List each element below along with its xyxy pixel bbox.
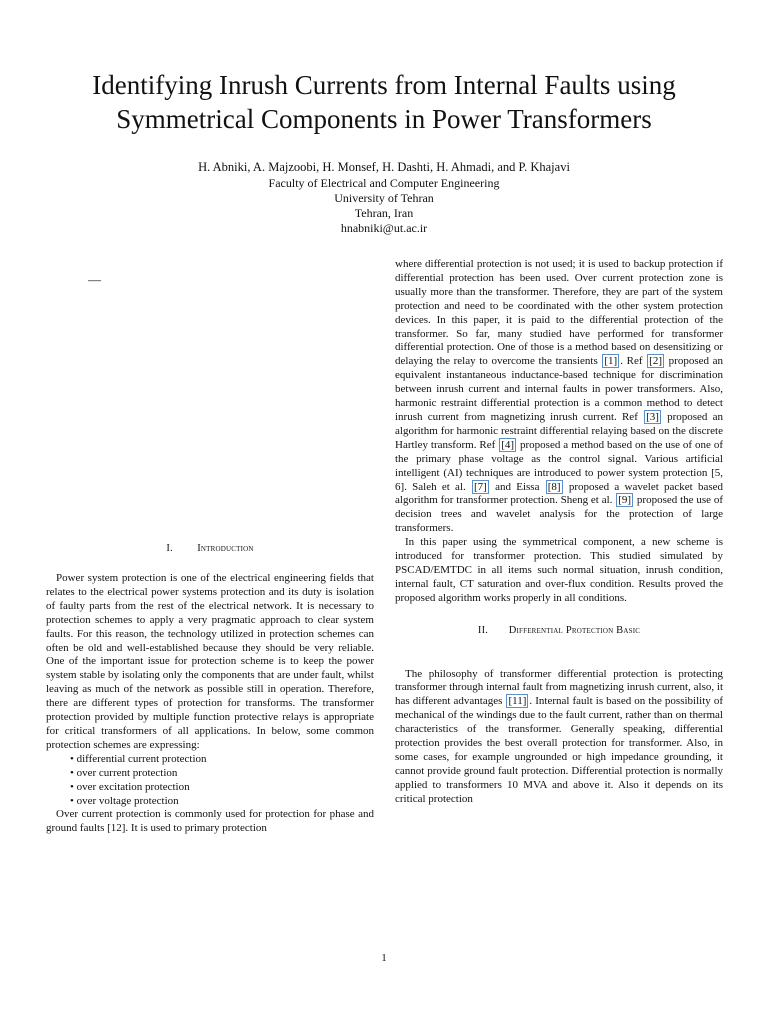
text-run: . Internal fault is based on the possibility of mechanical of the windings due to the fault current, rather than on thermal characteristics of the transformer. Generally speaking, differential protection provides the best overall protection for transformer. Also, in some cases, for example ungrounded or high impedance grounding, it cannot provide ground fault protection. Differential protection is normally applied to transformers 10 MVA and above it. Also it depends on its critical protection xyxy=(395,695,724,805)
differential-paragraph xyxy=(395,668,723,807)
right-column xyxy=(395,258,723,807)
section-number: II. xyxy=(477,624,489,636)
citation-link[interactable]: [4] xyxy=(501,438,515,451)
intro-paragraph-continued xyxy=(395,258,723,536)
intro-paragraph-2: Over current protection is commonly used for protection for phase and ground faults [12]. It is used to primary protection xyxy=(46,808,374,835)
title-line-1: Identifying Inrush Currents from Internal Faults using xyxy=(92,70,676,100)
affiliation-faculty: Faculty of Electrical and Computer Engineering xyxy=(268,176,500,190)
list-item: • over voltage protection xyxy=(70,794,179,807)
author-email: hnabniki@ut.ac.ir xyxy=(340,221,428,235)
abstract-dash: — xyxy=(88,272,101,287)
page-number: 1 xyxy=(381,952,387,964)
section-title: Differential Protection Basic xyxy=(508,624,641,636)
author-names: H. Abniki, A. Majzoobi, H. Monsef, H. Dashti, H. Ahmadi, and P. Khajavi xyxy=(198,160,570,174)
text-run: proposed the use of decision trees and wavelet analysis for the protection of large transformers. xyxy=(395,494,724,535)
protection-schemes-list xyxy=(46,753,374,809)
affiliation-location: Tehran, Iran xyxy=(354,206,414,220)
affiliation-university: University of Tehran xyxy=(334,191,434,205)
section-number: I. xyxy=(166,543,173,554)
citation-link[interactable]: [3] xyxy=(646,410,659,423)
citation-link[interactable]: [9] xyxy=(618,494,632,507)
citation-link[interactable]: [1] xyxy=(604,355,618,368)
text-run: where differential protection is not used; it is used to backup protection if differential protection has been used. Over current protection zone is usually more than the transformer. Therefore, they are part of the system protection and need to be coordinated with the other system protection devices. In this paper, it is paid to the differential protection of the transformer. So far, many studied have performed for transformer differential protection. One of those is a method based on desensitizing or delaying the relay to overcome the transients xyxy=(395,258,723,368)
left-column xyxy=(46,572,374,836)
section-heading-differential xyxy=(395,624,723,638)
list-item: • differential current protection xyxy=(70,752,207,765)
text-run: proposed an equivalent instantaneous inductance-based technique for discrimination between inrush current and internal faults in power transformers. Also, harmonic restraint differential protection is a common method to detect inrush current from magnetizing inrush current. Ref xyxy=(395,355,724,423)
text-run: and Eissa xyxy=(495,480,540,493)
text-run: proposed a method based on the use of one of the primary phase voltage as the control signal. Various artificial intelligent (AI) techniques are introduced to power system protection [5, 6]. Saleh et al. xyxy=(395,438,724,493)
list-item: • over excitation protection xyxy=(70,780,190,793)
intro-paragraph-3: In this paper using the symmetrical component, a new scheme is introduced for transformer protection. This studied simulated by PSCAD/EMTDC in all items such normal situation, inrush condition, internal fault, CT saturation and over-flux condition. Results proved the proposed algorithm works properly in all conditions. xyxy=(395,536,723,604)
citation-link[interactable]: [7] xyxy=(474,480,487,493)
section-title: Introduction xyxy=(197,543,254,554)
author-block xyxy=(30,160,738,236)
citation-link[interactable]: [8] xyxy=(547,480,561,493)
text-run: . Ref xyxy=(620,355,643,368)
intro-paragraph-1: Power system protection is one of the electrical engineering fields that relates to the electrical power systems protection and its duty is isolation of faulty parts from the rest of the electrical network. It is necessary to protection schemes to apply a very pragmatic approach to clear system faults. For this reason, the technology utilized in protection schemes can often be old and well-established because they should be very reliable. One of the important issue for protection scheme is to keep the power system stable by isolating only the components that are under fault, whilst leaving as much of the network as possible still in operation. Therefore, there are different types of protection for transforms. The transformer protection provided by multiple function protective relays is appropriate for critical transformers of all applications. In below, some common protection schemes are expressing: xyxy=(46,572,374,751)
section-heading-introduction xyxy=(46,543,374,554)
text-run: proposed a wavelet packet based algorithm for transformer protection. Sheng et al. xyxy=(395,480,724,507)
text-run: The philosophy of transformer differential protection is protecting transformer through internal fault from magnetizing inrush current, also, it has different advantages xyxy=(395,667,723,708)
title-line-2: Symmetrical Components in Power Transformers xyxy=(116,104,652,134)
paper-title xyxy=(30,68,738,136)
list-item: • over current protection xyxy=(70,766,178,779)
text-run: proposed an algorithm for harmonic restraint differential relaying based on the discrete Hartley transform. Ref xyxy=(395,410,723,451)
citation-link[interactable]: [2] xyxy=(649,355,662,368)
citation-link[interactable]: [11] xyxy=(508,695,527,708)
